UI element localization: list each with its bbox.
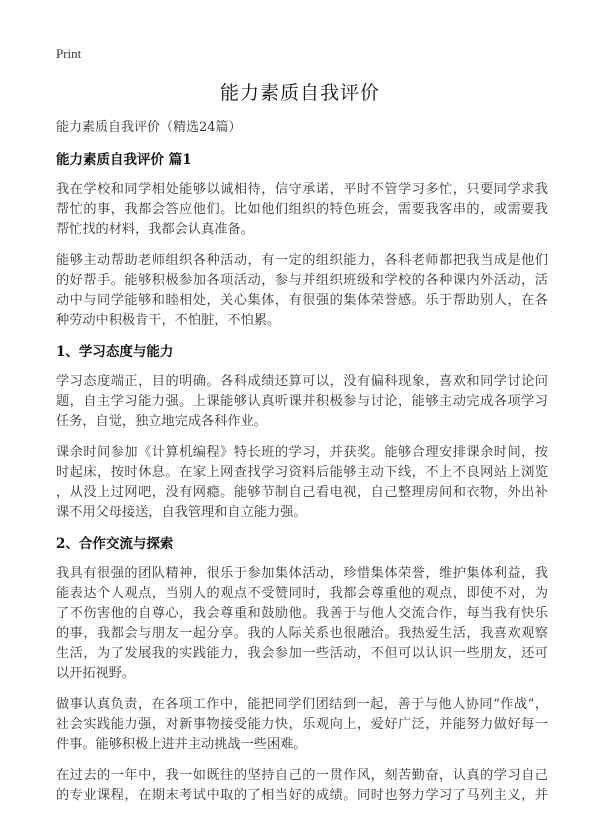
paragraph-line: 以开拓视野。 xyxy=(56,666,136,681)
paragraph-line: 我具有很强的团队精神，很乐于参加集体活动，珍惜集体荣誉，维护集体利益，我 xyxy=(56,566,548,581)
article-heading: 能力素质自我评价 篇1 xyxy=(56,152,192,168)
section-heading-2: 2、合作交流与探索 xyxy=(56,536,174,552)
paragraph-line: 件事。能够积极上进并主动挑战一些困难。 xyxy=(56,737,307,752)
paragraph-line: 生活，为了发展我的实践能力，我会参加一些活动，不但可以认识一些朋友，还可 xyxy=(56,646,548,661)
paragraph-line: 种劳动中积极肯干，不怕脏，不怕累。 xyxy=(56,313,281,328)
paragraph-line: 的好帮手。能够积极参加各项活动，参与并组织班级和学校的各种课内外活动，活 xyxy=(56,273,548,288)
paragraph-line: 动中与同学能够和睦相处，关心集体，有很强的集体荣誉感。乐于帮助别人，在各 xyxy=(56,293,548,308)
paragraph-6 xyxy=(56,695,548,755)
paragraph-line: 课余时间参加《计算机编程》特长班的学习，并获奖。能够合理安排课余时间，按 xyxy=(56,445,548,460)
paragraph-3 xyxy=(56,372,548,432)
paragraph-line: ，从没上过网吧，没有网瘾。能够节制自己看电视，自己整理房间和衣物，外出补 xyxy=(56,485,548,500)
section-heading-1: 1、学习态度与能力 xyxy=(56,344,174,360)
paragraph-line: 在过去的一年中，我一如既往的坚持自己的一贯作风，刻苦勤奋，认真的学习自己 xyxy=(56,768,548,783)
print-label: Print xyxy=(56,46,82,61)
paragraph-4 xyxy=(56,443,548,523)
paragraph-line: 帮忙的事，我都会答应他们。比如他们组织的特色班会，需要我客串的，或需要我 xyxy=(56,202,548,217)
paragraph-line: 了不伤害他的自尊心，我会尊重和鼓励他。我善于与他人交流合作，每当我有快乐 xyxy=(56,606,548,621)
paragraph-line: 题，自主学习能力强。上课能够认真听课并积极参与讨论，能够主动完成各项学习 xyxy=(56,394,548,409)
paragraph-line: 学习态度端正，目的明确。各科成绩还算可以，没有偏科现象，喜欢和同学讨论问 xyxy=(56,374,548,389)
document-subtitle: 能力素质自我评价（精选24篇） xyxy=(56,120,242,135)
paragraph-line: 社会实践能力强，对新事物接受能力快，乐观向上，爱好广泛，并能努力做好每一 xyxy=(56,717,548,732)
paragraph-line: 帮忙找的材料，我都会认真准备。 xyxy=(56,222,254,237)
paragraph-line: 时起床，按时休息。在家上网查找学习资料后能够主动下线，不上不良网站上浏览 xyxy=(56,465,548,480)
paragraph-5 xyxy=(56,564,548,684)
paragraph-7 xyxy=(56,766,548,806)
paragraph-line: 能表达个人观点，当别人的观点不受赞同时，我都会尊重他的观点，即使不对，为 xyxy=(56,586,548,601)
paragraph-line: 的专业课程，在期末考试中取的了相当好的成绩。同时也努力学习了马列主义，并 xyxy=(56,788,548,803)
document-body xyxy=(56,118,548,817)
paragraph-line: 任务，自觉，独立地完成各科作业。 xyxy=(56,414,267,429)
paragraph-line: 能够主动帮助老师组织各种活动，有一定的组织能力，各科老师都把我当成是他们 xyxy=(56,253,548,268)
paragraph-1 xyxy=(56,180,548,240)
page-title: 能力素质自我评价 xyxy=(219,82,380,104)
paragraph-line: 做事认真负责，在各项工作中，能把同学们团结到一起，善于与他人协同“作战”， xyxy=(56,697,548,712)
paragraph-line: 的事，我都会与朋友一起分享。我的人际关系也很融洽。我热爱生活，我喜欢观察 xyxy=(56,626,548,641)
paragraph-line: 课不用父母接送，自我管理和自立能力强。 xyxy=(56,505,307,520)
paragraph-line: 我在学校和同学相处能够以诚相待，信守承诺，平时不管学习多忙，只要同学求我 xyxy=(56,182,548,197)
paragraph-2 xyxy=(56,251,548,331)
